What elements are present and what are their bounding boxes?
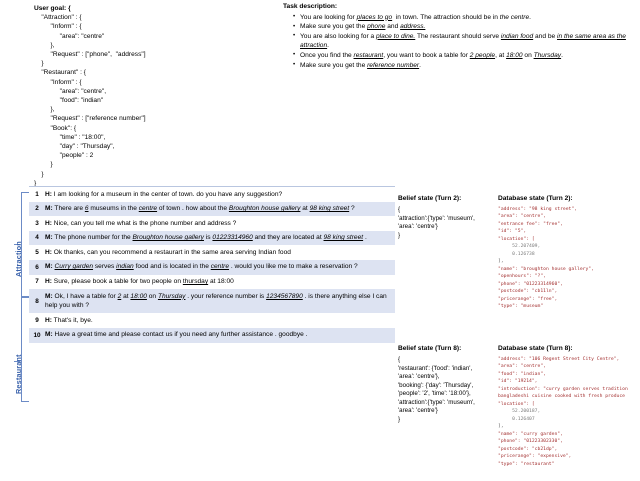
db-line: "phone": "01223314960", [498, 281, 563, 287]
user-goal-line: "people" : 2 [34, 152, 94, 160]
turn-text: M: Ok, I have a table for 2 at 18:00 on Thursday . your reference number is 1234567890 . is there anything else I can help you with ? [45, 292, 387, 310]
belief-line: 'attraction':{'type': 'museum', [398, 398, 475, 406]
user-goal-line: "day" : "Thursday", [34, 143, 115, 151]
turn-text: M: There are 6 museums in the centre of town . how about the Broughton house gallery at 98 king street ? [45, 205, 355, 213]
turn-speaker: M: [45, 205, 53, 213]
table-row[interactable] [29, 202, 395, 217]
belief-line: { [398, 205, 401, 213]
user-goal-line: }, [34, 41, 55, 49]
table-row[interactable] [29, 328, 395, 343]
db-line: 0.126738 [498, 251, 535, 257]
turn-speaker: H: [45, 219, 52, 227]
user-goal-line: "Inform" : { [34, 23, 82, 31]
turn-number: 9 [35, 316, 39, 324]
turn-number: 1 [35, 190, 39, 198]
belief-line: 'booking': {'day': 'Thursday', [398, 381, 474, 389]
dialogue-panel [0, 186, 640, 481]
db-line: "location": [ [498, 236, 535, 242]
table-row[interactable] [29, 231, 395, 246]
turn-speaker: H: [45, 190, 52, 198]
belief-line: 'area': 'centre'}, [398, 373, 440, 381]
turn-speaker: M: [45, 331, 53, 339]
top-area [0, 0, 640, 185]
turn-speaker: H: [45, 316, 52, 324]
user-goal-body [34, 13, 284, 188]
section-label-attraction: Attraction [14, 241, 23, 277]
task-item: • Once you find the restaurant, you want to book a table for 2 people, at 18:00 on Thursday. [293, 51, 633, 61]
turn-number: 5 [35, 248, 39, 256]
table-row[interactable] [29, 275, 395, 290]
task-item: • Make sure you get the phone and address. [293, 22, 633, 32]
table-row[interactable] [29, 245, 395, 260]
db-line: 52.200187, [498, 409, 541, 415]
belief-state-turn8-title: Belief state (Turn 8): [398, 345, 462, 352]
section-label-restaurant: Restaurant [14, 354, 23, 394]
turn-speaker: H: [45, 278, 52, 286]
belief-line: 'restaurant': {'food': 'indian', [398, 364, 473, 372]
dialogue-turn-table [29, 186, 395, 343]
user-goal-line: } [34, 161, 53, 169]
user-goal-line: }, [34, 106, 55, 114]
user-goal-line: "food": "indian" [34, 97, 104, 105]
database-state-turn2-title: Database state (Turn 2): [498, 195, 573, 202]
db-line: "entrance fee": "free", [498, 221, 563, 227]
db-line: "type": "restaurant" [498, 461, 555, 467]
turn-number: 8 [35, 297, 39, 305]
turn-speaker: M: [45, 263, 53, 271]
belief-line: 'attraction':{'type': 'museum', [398, 214, 475, 222]
turn-text: H: I am looking for a museum in the center of town. do you have any suggestion? [45, 190, 283, 198]
task-item: • You are also looking for a place to dine. The restaurant should serve indian food and be in the same area as the attraction. [293, 32, 633, 51]
table-row[interactable] [29, 260, 395, 275]
db-line: 0.126407 [498, 416, 535, 422]
turn-speaker: H: [45, 248, 52, 256]
db-line: "name": "broughton house gallery", [498, 266, 594, 272]
turn-number: 2 [35, 205, 39, 213]
db-line: "food": "indian", [498, 371, 546, 377]
db-line: "introduction": "curry garden serves tradition [498, 386, 628, 392]
user-goal-line: } [34, 170, 44, 178]
db-line: "name": "curry garden", [498, 431, 563, 437]
database-state-turn8-title: Database state (Turn 8): [498, 345, 573, 352]
db-line: "id": "19214", [498, 379, 538, 385]
user-goal-line: "area": "centre" [34, 32, 105, 40]
user-goal-line: "time" : "18:00", [34, 133, 106, 141]
belief-state-turn8 [398, 344, 493, 425]
table-row[interactable] [29, 313, 395, 328]
db-line: "area": "centre", [498, 364, 546, 370]
db-line: "type": "museum" [498, 304, 544, 310]
task-item: • Make sure you get the reference number. [293, 61, 633, 71]
user-goal-line: } [34, 179, 37, 187]
turn-number: 7 [35, 278, 39, 286]
task-description-list [283, 13, 633, 71]
turn-number: 6 [35, 263, 39, 271]
turn-text: H: That's it, bye. [45, 316, 93, 324]
belief-line: 'people': '2', 'time': '18:00'}, [398, 390, 471, 398]
belief-line: { [398, 355, 401, 363]
table-row[interactable] [29, 289, 395, 313]
db-line: "id": "5", [498, 229, 527, 235]
db-line: "pricerange": "free", [498, 296, 558, 302]
task-description-block [283, 2, 633, 70]
belief-line: 'area': 'centre'} [398, 407, 438, 415]
task-description-title: Task description: [283, 3, 338, 10]
db-line: "postcode": "cb11ln", [498, 289, 558, 295]
user-goal-line: "Book": { [34, 124, 77, 132]
db-line: "openhours": "?", [498, 274, 546, 280]
db-line: "area": "centre", [498, 214, 546, 220]
user-goal-line: "Inform" : { [34, 78, 82, 86]
belief-line: } [398, 231, 401, 239]
db-line: "address": "106 Regent Street City Centre", [498, 356, 620, 362]
db-line: ], [498, 259, 504, 265]
turn-text: H: Sure, please book a table for two people on thursday at 18:00 [45, 278, 234, 286]
user-goal-line: "Restaurant" : { [34, 69, 86, 77]
db-line: 52.207409, [498, 244, 541, 250]
belief-state-turn2-title: Belief state (Turn 2): [398, 195, 462, 202]
user-goal-line: } [34, 60, 44, 68]
user-goal-title: User goal: { [34, 5, 71, 12]
turn-speaker: M: [45, 234, 53, 242]
database-state-turn8 [498, 344, 640, 468]
turn-speaker: M: [45, 292, 53, 300]
belief-state-turn2 [398, 194, 493, 240]
belief-line: 'area': 'centre'} [398, 223, 438, 231]
database-state-turn2 [498, 194, 640, 311]
user-goal-block [34, 4, 284, 188]
db-line: "pricerange": "expensive", [498, 454, 572, 460]
db-line: ], [498, 424, 504, 430]
db-line: bangladeshi cuisine cooked with fresh produce [498, 394, 625, 400]
turn-number: 3 [35, 219, 39, 227]
user-goal-line: "Attraction" : { [34, 14, 82, 22]
turn-text: H: Ok thanks, can you recommend a restaurart in the same area serving Indian food [45, 248, 291, 256]
task-item: • You are looking for places to go in town. The attraction should be in the centre. [293, 13, 633, 23]
table-row[interactable] [29, 216, 395, 231]
user-goal-line: "Request" : ["phone", "address"] [34, 51, 146, 59]
belief-line: } [398, 416, 401, 424]
user-goal-line: "Request" : ["reference number"] [34, 115, 146, 123]
turn-text: H: Nice, can you tell me what is the phone number and address ? [45, 219, 237, 227]
db-line: "address": "98 king street", [498, 206, 578, 212]
turn-number: 4 [35, 234, 39, 242]
db-line: "postcode": "cb21dp", [498, 446, 558, 452]
turn-number: 10 [33, 331, 41, 339]
db-line: "location": [ [498, 401, 535, 407]
turn-text: M: Curry garden serves indian food and is located in the centre . would you like me to make a reservation ? [45, 263, 358, 271]
turn-text: M: Have a great time and please contact us if you need any further assistance . goodbye . [45, 331, 308, 339]
user-goal-line: "area": "centre", [34, 87, 107, 95]
table-row[interactable] [29, 187, 395, 202]
turn-text: M: The phone number for the Broughton house gallery is 01223314960 and they are located at 98 king street . [45, 234, 367, 242]
db-line: "phone": "01223302330", [498, 439, 563, 445]
